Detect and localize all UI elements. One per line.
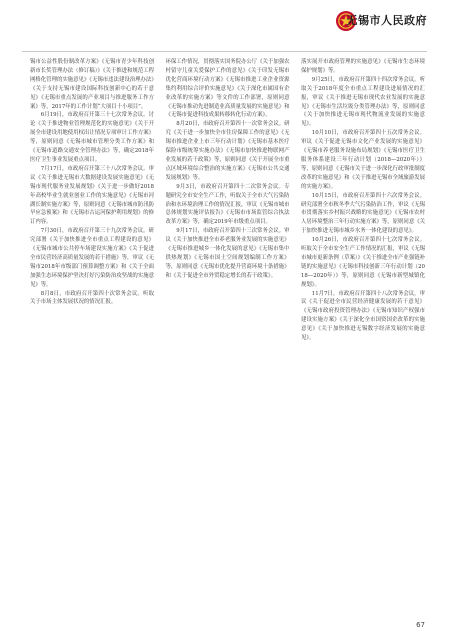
site-title: 无锡市人民政府 xyxy=(346,14,427,27)
paragraph: 10月10日，市政府召开第四十五次常务会议。审议《关于促进无锡市文化产业发展的实施意见》《无锡市养老服务设施布局规划》《无锡市医疗卫生服务体系建设三年行动计划（2018—2020年）》等，原则同意《无锡市关于进一步深化行政审批制度改革的实施意见》和《关于推进无锡市全域旅游发展的实施方案》。 xyxy=(301,130,425,190)
paragraph: 落实展开市政府管理的实施意见》《无锡市生态环境保护规划》等。 xyxy=(301,59,425,74)
paragraph: 环保工作情况，贯彻落实国务院办公厅《关于加强农村留守儿童关爱保护工作的意见》《关于印发无锡市优化营商环境行动方案》《无锡市推进工业企业资源集约利用综合评价实施意见》《关于深化市属国有企业改革的实施方案》等文件的工作部署，原则同意《无锡市推动先进制造业高质量发展的实施意见》和《无锡市促进科技成果转移转化行动方案》。 xyxy=(165,59,290,119)
paragraph: 9月25日，市政府召开第四十四次常务会议。听取关于2018年度全市重点工程建设进展情况的汇报，审议《关于推进无锡市现代农业发展的实施意见》《无锡市生活垃圾分类管理办法》等，原则同意《关于加快推进无锡市现代物流业发展的实施意见》。 xyxy=(301,76,425,128)
paragraph: 9月3日，市政府召开第四十二次常务会议。专题研究全市安全生产工作，听取关于全市大气污染防治和水环境治理工作的情况汇报，审议《无锡市城市总体规划实施评估报告》《无锡市市场监管综合执法改革方案》等，确定2019年市级重点项目。 xyxy=(165,183,290,226)
page-number: 67 xyxy=(416,621,425,629)
paragraph: 10月26日，市政府召开第四十七次常务会议。听取关于全市安全生产工作情况的汇报，审议《无锡市城市更新条例（草案）》《关于推进全市产业强链补链的实施意见》《无锡市科技创新三年行动计划（2018—2020年）》等，原则同意《无锡市新型城镇化规划》。 xyxy=(301,237,425,288)
page-header xyxy=(0,0,449,50)
article-body xyxy=(30,58,425,618)
paragraph: 8月8日，市政府召开第四十次常务会议。听取关于市场主体发展状况的情况汇报。 xyxy=(30,290,154,306)
paragraph: 10月15日，市政府召开第四十六次常务会议。研究部署全市秋冬季大气污染防治工作，审议《无锡市贯彻落实乡村振兴战略的实施意见》《无锡市农村人居环境整治三年行动实施方案》等，原则同意《关于加快推进无锡市城乡水务一体化建设的意见》。 xyxy=(301,192,425,235)
paragraph: 6月19日，市政府召开第三十七次常务会议。讨论《关于推进物业管理规范化的实施意见》《关于开展全市建设用地使用权出让情况专项审计工作方案》等，原则同意《无锡市城市管理分类工作方案》和《无锡市道路交通安全管理办法》等，确定2018年医疗卫生事业发展重点项目。 xyxy=(30,112,154,163)
paragraph: 锡市公益性股份制改革方案》《无锡市青少年科技创新市长奖管理办法（修订稿）》《关于推进和规范工程网格化管理的实施意见》《无锡市违法建设治理办法》《关于支持无锡市建设国际科技创新中心的若干意见》《无锡市重点发展的产业项目与推进服务工作方案》等，2017年的工作计划“大项目十小项目”。 xyxy=(30,59,154,110)
paragraph: 7月17日，市政府召开第三十八次常务会议。审议《关于推进无锡市大数据建设发展实施意见》《无锡市现代服务业发展规划》《关于进一步做好2018年高校毕业生就业创业工作的实施意见》《无锡市河湖长制实施方案》等，原则同意《无锡市城市防汛防旱应急预案》和《无锡市古运河保护利用规划》的修订内容。 xyxy=(30,165,154,226)
text-column-2 xyxy=(166,58,290,618)
paragraph: 11月7日，市政府召开第四十八次常务会议。审议《关于促进全市民营经济健康发展的若干意见》《无锡市政府投资管理办法》《无锡市知识产权强市建设实施方案》《关于深化全市国资国企改革的实施意见》《关于加快推进无锡数字经济发展的实施意见》。 xyxy=(301,290,425,342)
text-column-3 xyxy=(301,58,425,618)
header-divider xyxy=(22,51,427,52)
paragraph: 9月17日，市政府召开第四十三次常务会议。审议《关于加快推进全市养老服务业发展的实施意见》《无锡市推进城乡一体化发展的意见》《无锡市集中供热规划》《无锡市国土空间规划编制工作方案》等，原则同意《无锡市优化提升营商环境十条措施》和《关于促进全市外贸稳定增长的若干政策》。 xyxy=(165,228,290,279)
text-column-1 xyxy=(30,58,154,618)
paragraph: 8月20日，市政府召开第四十一次常务会议。研究《关于进一步加快全市住房保障工作的意见》《无锡市推进企业上市三年行动计划》《无锡市基本医疗保险市级统筹实施办法》《无锡市加快推进物联网产业发展的若干政策》等，原则同意《关于开展全市重点区域环境综合整治的实施方案》《无锡市公共交通发展规划》等。 xyxy=(165,121,290,181)
paragraph: 7月30日，市政府召开第三十九次常务会议。研究部署《关于加快推进全市重点工程建设的意见》《无锡市城市公共停车场建设实施方案》《关于促进全市民营经济高质量发展的若干措施》等，审议《无锡市2018年市级部门预算调整方案》和《关于全面加强生态环境保护坚决打好污染防治攻坚战的实施意见》等。 xyxy=(30,228,154,288)
